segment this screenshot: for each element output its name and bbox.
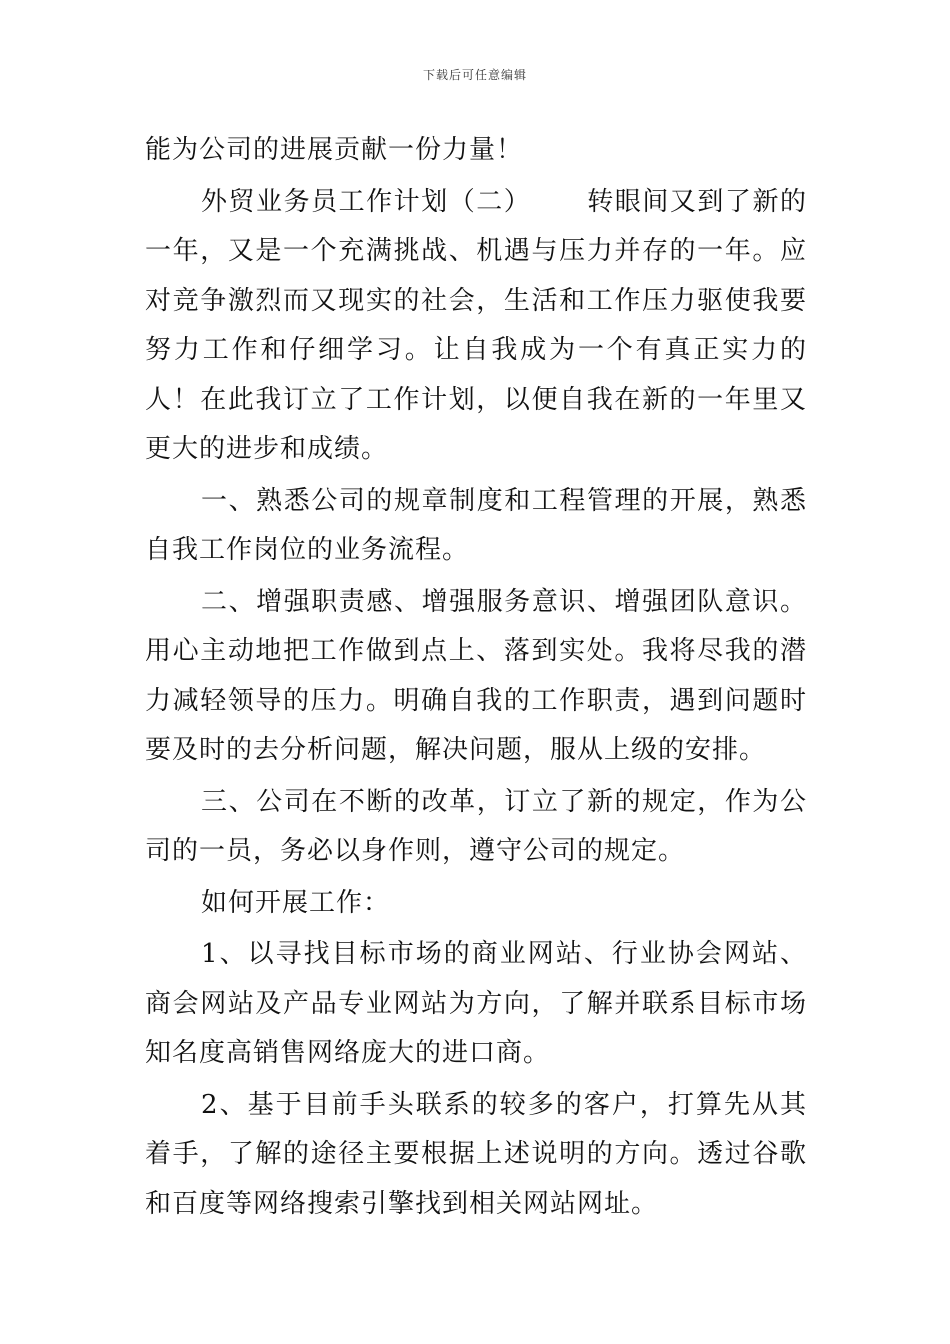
paragraph-plan-intro-text: 转眼间又到了新的一年，又是一个充满挑战、机遇与压力并存的一年。应对竞争激烈而又现实的社会，生活和工作压力驱使我要努力工作和仔细学习。让自我成为一个有真正实力的人！在此我订立了工作计划，以便自我在新的一年里又更大的进步和成绩。: [145, 186, 807, 464]
paragraph-intro-end: 能为公司的进展贡献一份力量！: [145, 135, 524, 165]
paragraph-step-1: 1、以寻找目标市场的商业网站、行业协会网站、商会网站及产品专业网站为方向，了解并联系目标市场知名度高销售网络庞大的进口商。: [145, 939, 807, 1068]
paragraph-step-2: 2、基于目前手头联系的较多的客户，打算先从其着手，了解的途径主要根据上述说明的方向。透过谷歌和百度等网络搜索引擎找到相关网站网址。: [145, 1089, 807, 1219]
paragraph-point-1: 一、熟悉公司的规章制度和工程管理的开展，熟悉自我工作岗位的业务流程。: [145, 485, 807, 565]
document-body: [145, 126, 807, 1229]
section-title: 外贸业务员工作计划（二）: [201, 186, 532, 217]
paragraph-point-3: 三、公司在不断的改革，订立了新的规定，作为公司的一员，务必以身作则，遵守公司的规定。: [145, 786, 807, 866]
paragraph-how-to: 如何开展工作：: [201, 887, 391, 918]
paragraph-plan-intro: [145, 178, 807, 475]
paragraph-point-2: 二、增强职责感、增强服务意识、增强团队意识。用心主动地把工作做到点上、落到实处。我将尽我的潜力减轻领导的压力。明确自我的工作职责，遇到问题时要及时的去分析问题，解决问题，服从上级的安排。: [145, 586, 807, 765]
page-header: 下载后可任意编辑: [422, 68, 527, 82]
